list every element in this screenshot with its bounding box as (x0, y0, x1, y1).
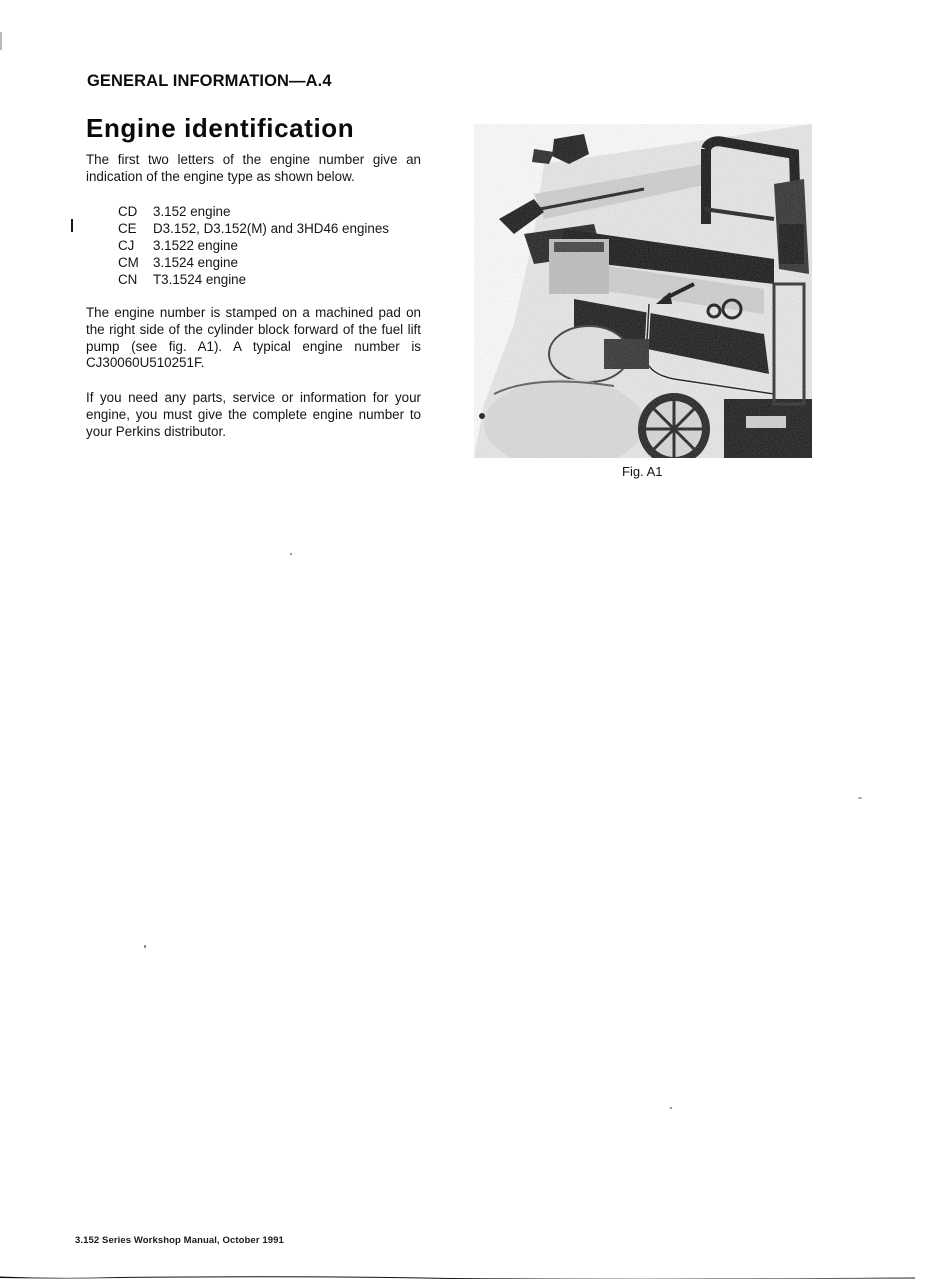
engine-number-location-paragraph (86, 305, 421, 372)
intro-text: The first two letters of the engine number give an indication of the engine type as shown below. (86, 152, 421, 184)
scan-speck (858, 797, 862, 799)
engine-code: CE (118, 221, 137, 236)
figure-caption: Fig. A1 (622, 464, 663, 479)
scan-edge-mark (0, 32, 2, 50)
engine-code: CD (118, 204, 138, 219)
engine-code: CN (118, 272, 138, 287)
location-text: The engine number is stamped on a machined pad on the right side of the cylinder block forward of the fuel lift pump (see fig. A1). A typical engine (86, 305, 421, 354)
engine-code: CM (118, 255, 139, 270)
footer-text: 3.152 Series Workshop Manual, October 1991 (75, 1235, 284, 1246)
intro-paragraph (86, 152, 421, 186)
engine-code: CJ (118, 238, 135, 253)
typical-engine-number: number is CJ30060U510251F. (86, 338, 422, 371)
parts-text: If you need any parts, service or information for your engine, you must give the complete engine (86, 390, 421, 422)
engine-description: 3.1522 engine (153, 238, 238, 253)
engine-type-item (118, 271, 389, 288)
engine-description: T3.1524 engine (153, 272, 247, 287)
engine-photo-figure (474, 124, 812, 458)
section-header: GENERAL INFORMATION—A.4 (87, 72, 332, 90)
engine-type-list (118, 203, 389, 288)
scan-speck (670, 1107, 672, 1109)
footer-rule (0, 1275, 915, 1279)
engine-description: 3.152 engine (153, 204, 231, 219)
parts-paragraph (86, 390, 421, 440)
scan-speck (290, 553, 292, 555)
parts-text-end: number to your Perkins distributor. (86, 406, 421, 439)
page-title: Engine identification (86, 113, 355, 143)
engine-type-item (118, 203, 389, 220)
engine-type-item (118, 237, 389, 254)
engine-type-item (118, 254, 389, 271)
engine-photo-image (474, 124, 812, 458)
engine-description: D3.152, D3.152(M) and 3HD46 engines (153, 221, 389, 236)
revision-change-bar (71, 219, 73, 232)
scan-speck (144, 945, 146, 948)
engine-description: 3.1524 engine (153, 255, 238, 270)
engine-type-item (118, 220, 389, 237)
